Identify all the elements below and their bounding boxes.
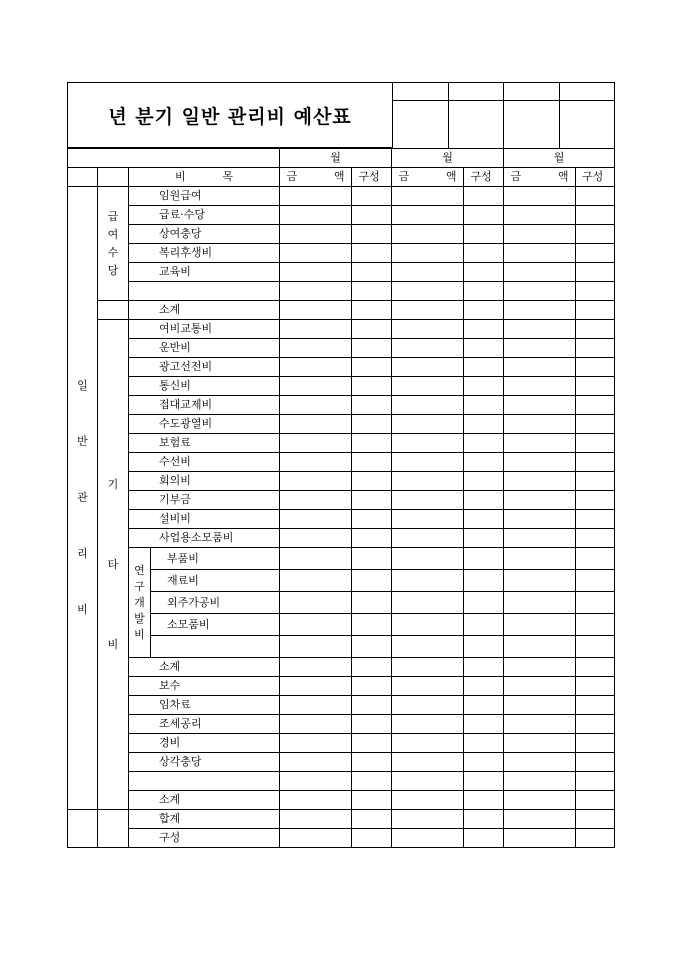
amount-cell[interactable]	[392, 614, 464, 636]
composition-header: 구성	[464, 168, 504, 187]
amount-cell[interactable]	[280, 282, 352, 301]
amount-cell[interactable]	[504, 339, 576, 358]
amount-cell[interactable]	[392, 434, 464, 453]
header-blank	[68, 168, 98, 187]
composition-cell[interactable]	[576, 320, 615, 339]
composition-row-label: 구성	[129, 829, 280, 848]
amount-cell[interactable]	[280, 715, 352, 734]
composition-cell[interactable]	[576, 339, 615, 358]
amount-cell[interactable]	[504, 529, 576, 548]
expense-item	[129, 282, 280, 301]
approval-box[interactable]	[449, 101, 504, 149]
composition-cell[interactable]	[576, 791, 615, 810]
amount-cell[interactable]	[392, 510, 464, 529]
composition-cell[interactable]	[352, 810, 392, 829]
amount-cell[interactable]	[280, 358, 352, 377]
amount-cell[interactable]	[280, 187, 352, 206]
amount-cell[interactable]	[392, 715, 464, 734]
amount-cell[interactable]	[280, 320, 352, 339]
amount-cell[interactable]	[392, 658, 464, 677]
composition-cell[interactable]	[576, 715, 615, 734]
expense-item	[129, 772, 280, 791]
composition-cell[interactable]	[352, 244, 392, 263]
amount-cell[interactable]	[392, 377, 464, 396]
category-label-general-admin: 일 반 관 리 비	[68, 187, 98, 810]
composition-cell[interactable]	[352, 614, 392, 636]
amount-cell[interactable]	[280, 415, 352, 434]
amount-cell[interactable]	[392, 636, 464, 658]
composition-cell[interactable]	[352, 548, 392, 570]
expense-item: 복리후생비	[129, 244, 280, 263]
total-row-label: 합계	[129, 810, 280, 829]
group-label-research: 연 구 개 발 비	[129, 548, 151, 658]
composition-cell[interactable]	[352, 510, 392, 529]
amount-cell[interactable]	[504, 614, 576, 636]
composition-cell[interactable]	[576, 658, 615, 677]
composition-cell[interactable]	[464, 358, 504, 377]
composition-cell[interactable]	[464, 263, 504, 282]
budget-form	[67, 82, 614, 872]
composition-cell[interactable]	[464, 434, 504, 453]
amount-cell[interactable]	[504, 592, 576, 614]
amount-cell[interactable]	[504, 772, 576, 791]
amount-cell[interactable]	[392, 244, 464, 263]
composition-cell[interactable]	[352, 320, 392, 339]
composition-cell[interactable]	[352, 301, 392, 320]
composition-cell[interactable]	[352, 282, 392, 301]
composition-cell[interactable]	[352, 715, 392, 734]
amount-cell[interactable]	[504, 263, 576, 282]
composition-cell[interactable]	[464, 206, 504, 225]
amount-cell[interactable]	[504, 301, 576, 320]
amount-cell[interactable]	[504, 377, 576, 396]
expense-item: 보수	[129, 677, 280, 696]
amount-cell[interactable]	[392, 491, 464, 510]
expense-item: 여비교통비	[129, 320, 280, 339]
amount-cell[interactable]	[392, 206, 464, 225]
composition-cell[interactable]	[464, 339, 504, 358]
composition-cell[interactable]	[576, 529, 615, 548]
amount-cell[interactable]	[280, 301, 352, 320]
amount-cell[interactable]	[504, 734, 576, 753]
amount-cell[interactable]	[504, 282, 576, 301]
amount-cell[interactable]	[280, 614, 352, 636]
composition-cell[interactable]	[464, 592, 504, 614]
amount-cell[interactable]	[280, 225, 352, 244]
approval-box[interactable]	[504, 83, 560, 101]
composition-cell[interactable]	[576, 472, 615, 491]
composition-cell[interactable]	[576, 677, 615, 696]
expense-item: 경비	[129, 734, 280, 753]
composition-cell[interactable]	[352, 434, 392, 453]
composition-cell[interactable]	[576, 301, 615, 320]
composition-cell[interactable]	[576, 415, 615, 434]
composition-cell[interactable]	[464, 320, 504, 339]
composition-cell[interactable]	[352, 592, 392, 614]
amount-cell[interactable]	[392, 791, 464, 810]
composition-cell[interactable]	[576, 263, 615, 282]
composition-cell[interactable]	[464, 510, 504, 529]
research-item: 외주가공비	[151, 592, 280, 614]
amount-cell[interactable]	[504, 491, 576, 510]
expense-item: 급료·수당	[129, 206, 280, 225]
month-header: 월	[504, 149, 615, 168]
composition-cell[interactable]	[352, 263, 392, 282]
amount-cell[interactable]	[392, 829, 464, 848]
amount-cell[interactable]	[392, 548, 464, 570]
amount-cell[interactable]	[504, 570, 576, 592]
amount-cell[interactable]	[392, 453, 464, 472]
amount-cell[interactable]	[280, 434, 352, 453]
amount-cell[interactable]	[280, 810, 352, 829]
budget-table	[67, 148, 615, 848]
composition-cell[interactable]	[576, 358, 615, 377]
composition-cell[interactable]	[464, 396, 504, 415]
composition-cell[interactable]	[576, 453, 615, 472]
composition-cell[interactable]	[576, 696, 615, 715]
footer-blank	[98, 810, 129, 848]
expense-item: 사업용소모품비	[129, 529, 280, 548]
amount-cell[interactable]	[504, 715, 576, 734]
composition-cell[interactable]	[576, 187, 615, 206]
amount-cell[interactable]	[280, 453, 352, 472]
expense-item: 회의비	[129, 472, 280, 491]
month-header: 월	[280, 149, 392, 168]
composition-cell[interactable]	[464, 453, 504, 472]
amount-cell[interactable]	[280, 263, 352, 282]
composition-cell[interactable]	[576, 734, 615, 753]
amount-cell[interactable]	[280, 472, 352, 491]
expense-item: 광고선전비	[129, 358, 280, 377]
research-item: 소모품비	[151, 614, 280, 636]
composition-cell[interactable]	[576, 614, 615, 636]
composition-cell[interactable]	[576, 434, 615, 453]
composition-cell[interactable]	[464, 225, 504, 244]
composition-cell[interactable]	[464, 570, 504, 592]
group-label-other: 기 타 비	[98, 320, 129, 810]
amount-cell[interactable]	[280, 772, 352, 791]
amount-cell[interactable]	[392, 472, 464, 491]
composition-cell[interactable]	[576, 225, 615, 244]
composition-cell[interactable]	[464, 829, 504, 848]
amount-cell[interactable]	[392, 320, 464, 339]
amount-cell[interactable]	[280, 658, 352, 677]
composition-cell[interactable]	[352, 339, 392, 358]
composition-cell[interactable]	[464, 491, 504, 510]
amount-cell[interactable]	[504, 696, 576, 715]
group-blank	[98, 301, 129, 320]
amount-cell[interactable]	[504, 791, 576, 810]
composition-cell[interactable]	[464, 696, 504, 715]
composition-cell[interactable]	[576, 282, 615, 301]
footer-blank	[68, 810, 98, 848]
composition-cell[interactable]	[576, 206, 615, 225]
amount-cell[interactable]	[504, 472, 576, 491]
composition-cell[interactable]	[576, 491, 615, 510]
composition-cell[interactable]	[352, 829, 392, 848]
composition-cell[interactable]	[352, 636, 392, 658]
composition-cell[interactable]	[464, 636, 504, 658]
composition-cell[interactable]	[352, 396, 392, 415]
composition-cell[interactable]	[352, 791, 392, 810]
amount-cell[interactable]	[280, 396, 352, 415]
composition-cell[interactable]	[576, 592, 615, 614]
amount-cell[interactable]	[392, 415, 464, 434]
approval-box[interactable]	[560, 101, 615, 149]
composition-cell[interactable]	[352, 377, 392, 396]
amount-cell[interactable]	[504, 810, 576, 829]
research-item: 재료비	[151, 570, 280, 592]
composition-cell[interactable]	[464, 472, 504, 491]
amount-cell[interactable]	[504, 677, 576, 696]
amount-cell[interactable]	[504, 320, 576, 339]
composition-cell[interactable]	[576, 772, 615, 791]
amount-cell[interactable]	[280, 636, 352, 658]
expense-item: 교육비	[129, 263, 280, 282]
approval-box[interactable]	[393, 101, 449, 149]
amount-cell[interactable]	[280, 529, 352, 548]
amount-cell[interactable]	[392, 810, 464, 829]
month-header: 월	[392, 149, 504, 168]
composition-cell[interactable]	[352, 206, 392, 225]
composition-cell[interactable]	[464, 415, 504, 434]
amount-header: 금 액	[280, 168, 352, 187]
amount-cell[interactable]	[504, 358, 576, 377]
amount-cell[interactable]	[392, 358, 464, 377]
amount-cell[interactable]	[280, 510, 352, 529]
composition-cell[interactable]	[352, 472, 392, 491]
expense-item: 설비비	[129, 510, 280, 529]
expense-item: 통신비	[129, 377, 280, 396]
approval-box[interactable]	[560, 83, 615, 101]
amount-cell[interactable]	[504, 753, 576, 772]
composition-cell[interactable]	[576, 548, 615, 570]
composition-cell[interactable]	[352, 358, 392, 377]
composition-cell[interactable]	[576, 636, 615, 658]
composition-cell[interactable]	[576, 810, 615, 829]
amount-cell[interactable]	[392, 570, 464, 592]
composition-cell[interactable]	[464, 529, 504, 548]
amount-cell[interactable]	[392, 225, 464, 244]
amount-cell[interactable]	[280, 491, 352, 510]
expense-item: 기부금	[129, 491, 280, 510]
composition-cell[interactable]	[352, 491, 392, 510]
expense-item: 소계	[129, 658, 280, 677]
expense-item: 보험료	[129, 434, 280, 453]
composition-cell[interactable]	[576, 829, 615, 848]
composition-cell[interactable]	[352, 225, 392, 244]
amount-cell[interactable]	[504, 244, 576, 263]
amount-cell[interactable]	[392, 772, 464, 791]
composition-cell[interactable]	[576, 396, 615, 415]
amount-header: 금 액	[504, 168, 576, 187]
expense-item: 수도광열비	[129, 415, 280, 434]
amount-cell[interactable]	[280, 377, 352, 396]
amount-cell[interactable]	[504, 453, 576, 472]
amount-cell[interactable]	[392, 263, 464, 282]
page-title: 년 분기 일반 관리비 예산표	[108, 105, 352, 128]
amount-cell[interactable]	[504, 658, 576, 677]
composition-cell[interactable]	[464, 791, 504, 810]
expense-item: 조세공리	[129, 715, 280, 734]
amount-cell[interactable]	[504, 548, 576, 570]
composition-cell[interactable]	[464, 282, 504, 301]
expense-item: 수선비	[129, 453, 280, 472]
composition-cell[interactable]	[576, 753, 615, 772]
composition-cell[interactable]	[464, 658, 504, 677]
amount-cell[interactable]	[392, 734, 464, 753]
amount-cell[interactable]	[392, 592, 464, 614]
research-item	[151, 636, 280, 658]
expense-item: 상여충당	[129, 225, 280, 244]
composition-cell[interactable]	[576, 510, 615, 529]
composition-cell[interactable]	[352, 677, 392, 696]
expense-item: 소계	[129, 301, 280, 320]
title-box	[67, 82, 392, 148]
amount-cell[interactable]	[280, 548, 352, 570]
composition-cell[interactable]	[464, 677, 504, 696]
composition-cell[interactable]	[576, 377, 615, 396]
amount-cell[interactable]	[280, 753, 352, 772]
amount-cell[interactable]	[280, 570, 352, 592]
composition-cell[interactable]	[352, 734, 392, 753]
amount-cell[interactable]	[280, 791, 352, 810]
composition-header: 구성	[576, 168, 615, 187]
approval-stamp-boxes	[392, 82, 615, 149]
amount-cell[interactable]	[392, 753, 464, 772]
approval-box[interactable]	[393, 83, 449, 101]
amount-cell[interactable]	[280, 339, 352, 358]
amount-cell[interactable]	[504, 829, 576, 848]
amount-cell[interactable]	[280, 677, 352, 696]
composition-cell[interactable]	[352, 415, 392, 434]
item-header: 비 목	[129, 168, 280, 187]
amount-cell[interactable]	[392, 696, 464, 715]
amount-cell[interactable]	[504, 434, 576, 453]
approval-box[interactable]	[504, 101, 560, 149]
amount-cell[interactable]	[280, 244, 352, 263]
composition-cell[interactable]	[464, 753, 504, 772]
group-label-salary: 급 여 수 당	[98, 187, 129, 301]
composition-cell[interactable]	[464, 187, 504, 206]
composition-cell[interactable]	[464, 715, 504, 734]
composition-cell[interactable]	[352, 772, 392, 791]
composition-cell[interactable]	[352, 453, 392, 472]
amount-cell[interactable]	[280, 829, 352, 848]
composition-cell[interactable]	[464, 734, 504, 753]
composition-cell[interactable]	[352, 570, 392, 592]
composition-cell[interactable]	[352, 696, 392, 715]
composition-cell[interactable]	[464, 772, 504, 791]
amount-header: 금 액	[392, 168, 464, 187]
amount-cell[interactable]	[504, 206, 576, 225]
amount-cell[interactable]	[392, 282, 464, 301]
amount-cell[interactable]	[504, 225, 576, 244]
amount-cell[interactable]	[280, 206, 352, 225]
expense-item: 운반비	[129, 339, 280, 358]
approval-box[interactable]	[449, 83, 504, 101]
composition-cell[interactable]	[352, 658, 392, 677]
composition-cell[interactable]	[464, 810, 504, 829]
composition-cell[interactable]	[352, 187, 392, 206]
amount-cell[interactable]	[392, 396, 464, 415]
amount-cell[interactable]	[504, 396, 576, 415]
expense-item: 임원급여	[129, 187, 280, 206]
amount-cell[interactable]	[392, 339, 464, 358]
expense-item: 접대교제비	[129, 396, 280, 415]
header-blank	[98, 168, 129, 187]
expense-item: 임차료	[129, 696, 280, 715]
expense-item: 소계	[129, 791, 280, 810]
amount-cell[interactable]	[504, 510, 576, 529]
composition-cell[interactable]	[464, 301, 504, 320]
amount-cell[interactable]	[504, 636, 576, 658]
composition-cell[interactable]	[464, 377, 504, 396]
composition-cell[interactable]	[352, 753, 392, 772]
composition-cell[interactable]	[352, 529, 392, 548]
amount-cell[interactable]	[280, 592, 352, 614]
expense-item: 상각충당	[129, 753, 280, 772]
amount-cell[interactable]	[280, 696, 352, 715]
composition-cell[interactable]	[464, 244, 504, 263]
amount-cell[interactable]	[392, 677, 464, 696]
amount-cell[interactable]	[392, 187, 464, 206]
composition-cell[interactable]	[576, 570, 615, 592]
composition-cell[interactable]	[464, 614, 504, 636]
header-blank	[68, 149, 280, 168]
composition-header: 구성	[352, 168, 392, 187]
amount-cell[interactable]	[504, 187, 576, 206]
composition-cell[interactable]	[576, 244, 615, 263]
research-item: 부품비	[151, 548, 280, 570]
amount-cell[interactable]	[392, 529, 464, 548]
amount-cell[interactable]	[280, 734, 352, 753]
composition-cell[interactable]	[464, 548, 504, 570]
amount-cell[interactable]	[504, 415, 576, 434]
amount-cell[interactable]	[392, 301, 464, 320]
